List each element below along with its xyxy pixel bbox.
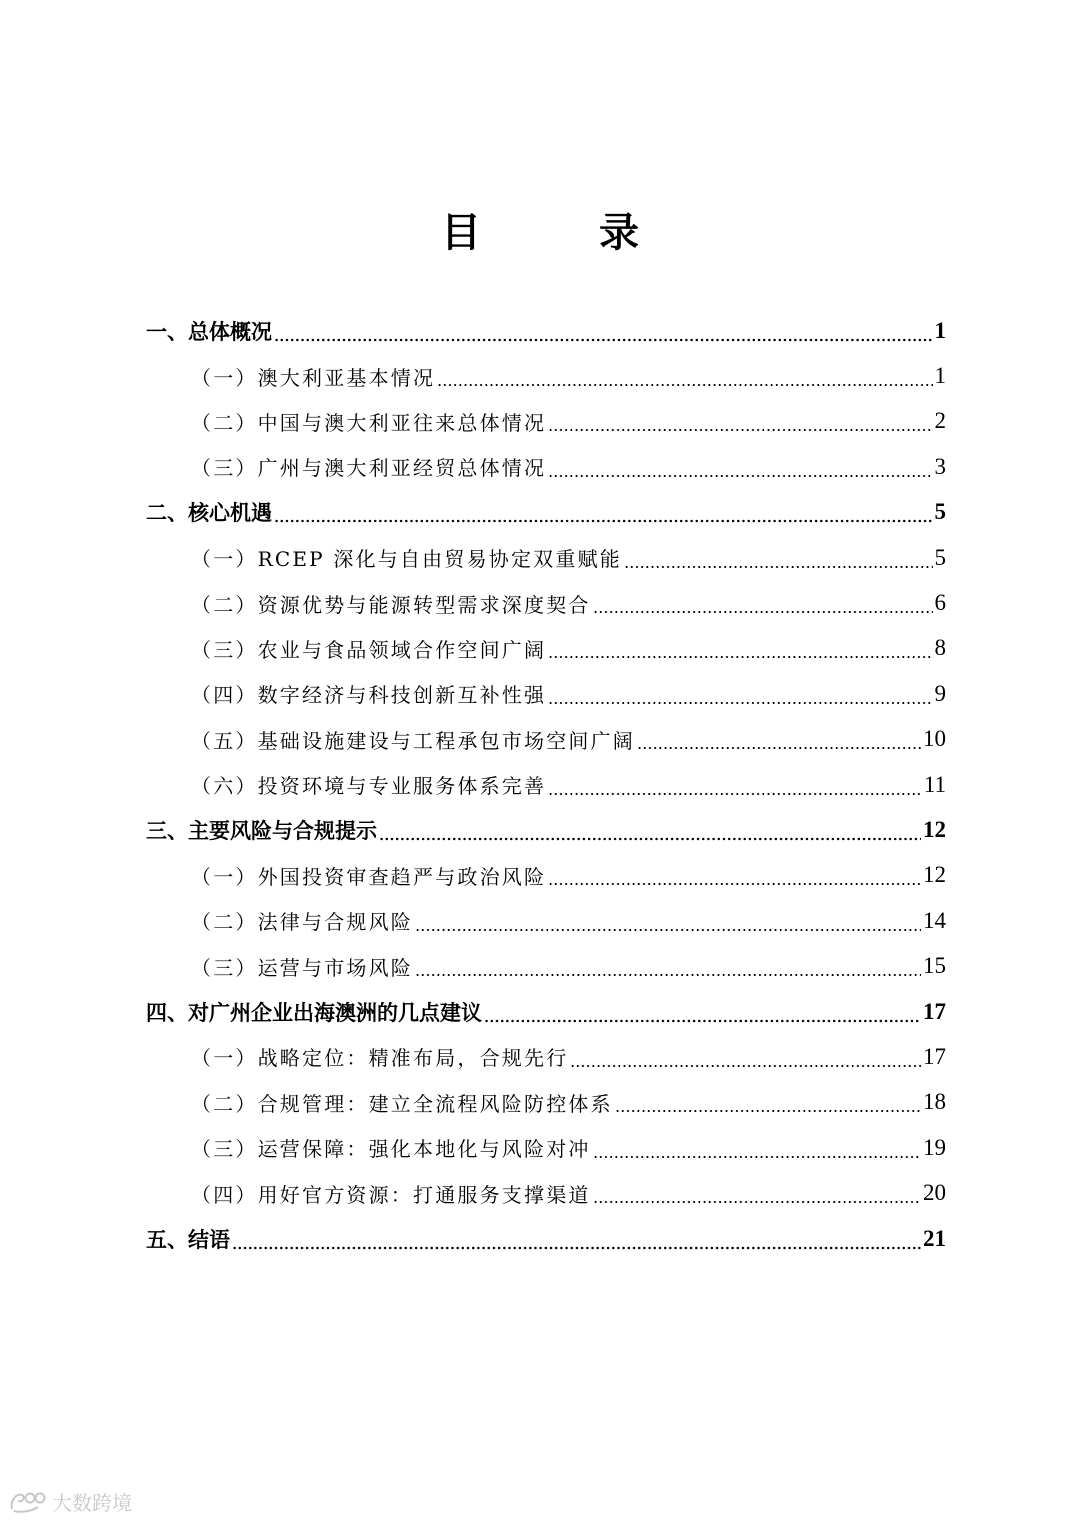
toc-dot-leader [593,1182,921,1204]
toc-dot-leader [484,1001,921,1023]
toc-dot-leader [548,456,932,478]
toc-page-number: 8 [934,635,946,661]
toc-page-number: 1 [934,363,946,389]
toc-entry-label: （三）运营保障：强化本地化与风险对冲 [191,1137,591,1162]
toc-dot-leader [415,955,921,977]
toc-section-entry[interactable] [146,535,946,580]
toc-section-entry[interactable] [146,399,946,444]
toc-dot-leader [415,910,921,932]
toc-page-number: 6 [934,590,946,616]
toc-page-number: 2 [934,408,946,434]
toc-section-entry[interactable] [146,626,946,671]
toc-page-number: 20 [923,1180,946,1206]
toc-chapter-entry[interactable] [146,1216,946,1261]
toc-chapter-entry[interactable] [146,989,946,1034]
toc-chapter-entry[interactable] [146,490,946,535]
toc-dot-leader [437,365,932,387]
toc-section-entry[interactable] [146,1170,946,1215]
toc-dot-leader [379,819,921,841]
toc-section-entry[interactable] [146,898,946,943]
toc-entry-label: （一）战略定位：精准布局，合规先行 [191,1046,569,1071]
toc-dot-leader [548,774,922,796]
toc-dot-leader [615,1091,921,1113]
toc-page-number: 11 [923,771,946,797]
toc-page-number: 9 [934,680,946,706]
toc-dot-leader [570,1046,921,1068]
toc-dot-leader [593,1137,921,1159]
toc-chapter-entry[interactable] [146,807,946,852]
toc-section-entry[interactable] [146,444,946,489]
toc-section-entry[interactable] [146,671,946,716]
toc-dot-leader [624,547,933,569]
toc-section-entry[interactable] [146,1034,946,1079]
toc-page-number: 12 [923,816,946,842]
watermark-logo-icon [8,1489,48,1515]
toc-page-number: 15 [923,953,946,979]
toc-entry-label: 三、主要风险与合规提示 [146,818,377,843]
toc-entry-label: 四、对广州企业出海澳洲的几点建议 [146,1000,482,1025]
toc-entry-label: （二）法律与合规风险 [191,910,413,935]
toc-entry-label: （二）合规管理：建立全流程风险防控体系 [191,1091,613,1116]
toc-entry-label: （一）RCEP 深化与自由贸易协定双重赋能 [191,547,622,572]
toc-entry-label: （四）数字经济与科技创新互补性强 [191,683,547,708]
toc-dot-leader [274,320,933,342]
toc-page-number: 10 [923,726,946,752]
toc-dot-leader [548,637,932,659]
toc-section-entry[interactable] [146,353,946,398]
toc-page-number: 19 [923,1134,946,1160]
toc-page-number: 17 [923,1043,946,1069]
toc-section-entry[interactable] [146,717,946,762]
toc-entry-label: （三）广州与澳大利亚经贸总体情况 [191,456,547,481]
watermark-text: 大数跨境 [52,1491,132,1515]
toc-entry-label: （三）运营与市场风险 [191,955,413,980]
toc-section-entry[interactable] [146,1125,946,1170]
toc-dot-leader [232,1228,921,1250]
toc-page-number: 1 [934,317,946,343]
toc-page-number: 5 [934,499,946,525]
toc-page-number: 5 [934,544,946,570]
page-title: 目 录 [441,209,691,256]
toc-entry-label: （一）外国投资审查趋严与政治风险 [191,864,547,889]
toc-entry-label: 一、总体概况 [146,319,272,344]
toc-entry-label: （三）农业与食品领域合作空间广阔 [191,637,547,662]
toc-section-entry[interactable] [146,943,946,988]
toc-section-entry[interactable] [146,580,946,625]
toc-entry-label: 五、结语 [146,1227,230,1252]
toc-page-number: 17 [923,998,946,1024]
toc-entry-label: （二）中国与澳大利亚往来总体情况 [191,410,547,435]
toc-entry-label: （四）用好官方资源：打通服务支撑渠道 [191,1182,591,1207]
table-of-contents [146,308,946,1261]
toc-dot-leader [274,501,933,523]
toc-page-number: 21 [923,1225,946,1251]
toc-entry-label: （五）基础设施建设与工程承包市场空间广阔 [191,728,635,753]
toc-dot-leader [548,864,921,886]
toc-page-number: 18 [923,1089,946,1115]
toc-page-number: 12 [923,862,946,888]
toc-chapter-entry[interactable] [146,308,946,353]
toc-page-number: 3 [934,453,946,479]
toc-entry-label: 二、核心机遇 [146,501,272,526]
toc-entry-label: （二）资源优势与能源转型需求深度契合 [191,592,591,617]
toc-entry-label: （一）澳大利亚基本情况 [191,365,436,390]
toc-dot-leader [548,683,932,705]
watermark [8,1487,132,1516]
toc-section-entry[interactable] [146,762,946,807]
toc-dot-leader [548,410,932,432]
toc-entry-label: （六）投资环境与专业服务体系完善 [191,774,547,799]
toc-section-entry[interactable] [146,853,946,898]
toc-section-entry[interactable] [146,1080,946,1125]
toc-dot-leader [637,728,921,750]
toc-dot-leader [593,592,933,614]
toc-page-number: 14 [923,907,946,933]
